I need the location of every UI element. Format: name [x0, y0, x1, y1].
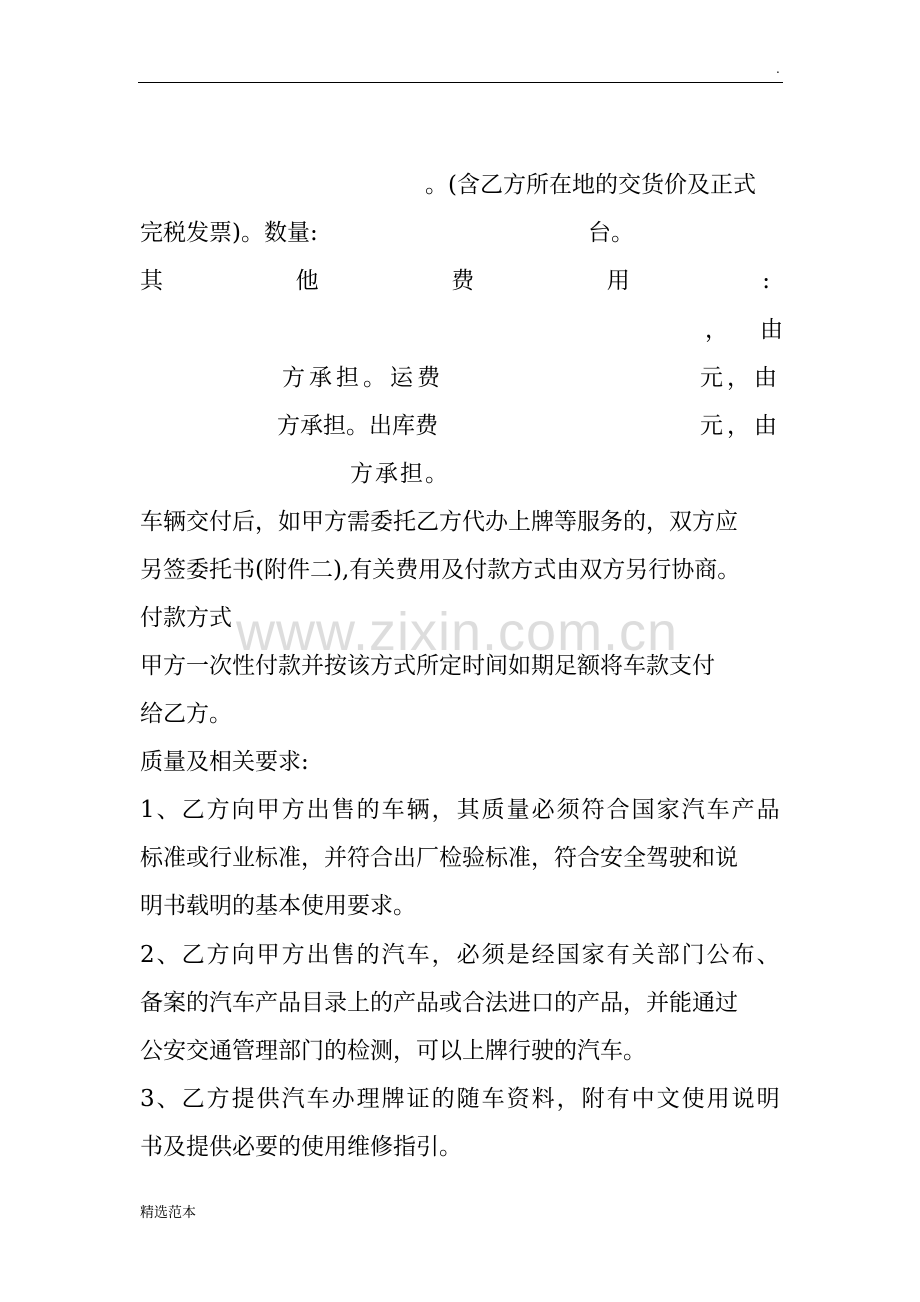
other-fees-line	[140, 266, 770, 296]
quality-item-3-line-2: 书及提供必要的使用维修指引。	[140, 1134, 462, 1160]
quality-item-1-line-1: 1、乙方向甲方出售的车辆，其质量必须符合国家汽车产品	[140, 797, 782, 823]
fee-comma: ，	[705, 317, 728, 343]
quantity-unit: 台。	[588, 220, 634, 246]
other-fees-char-1: 其	[140, 268, 163, 294]
header-rule	[138, 82, 783, 83]
price-clause-line: 。(含乙方所在地的交货价及正式	[425, 172, 756, 198]
footer-label: 精选范本	[140, 1205, 196, 1221]
quality-item-2-line-3: 公安交通管理部门的检测，可以上牌行驶的汽车。	[140, 1038, 646, 1064]
freight-amount-suffix: 元，由	[700, 365, 781, 391]
fee-by: 由	[760, 317, 783, 343]
delivery-paragraph-line-2: 另签委托书(附件二),有关费用及付款方式由双方另行协商。	[140, 557, 741, 583]
quality-heading: 质量及相关要求:	[140, 749, 309, 775]
other-fees-colon: :	[762, 268, 770, 294]
other-fees-char-4: 用	[606, 268, 630, 294]
other-fees-char-3: 费	[451, 268, 475, 294]
payment-method-heading: 付款方式	[140, 605, 232, 631]
warehouse-fee-suffix: 元，由	[700, 413, 781, 439]
quality-item-1-line-3: 明书载明的基本使用要求。	[140, 893, 416, 919]
bearing-party-line: 方承担。	[350, 461, 450, 487]
payment-paragraph-line-2: 给乙方。	[140, 701, 232, 727]
freight-line: 方承担。运费	[282, 365, 444, 391]
quality-item-2-line-1: 2、乙方向甲方出售的汽车，必须是经国家有关部门公布、	[140, 942, 782, 968]
quality-item-1-line-2: 标准或行业标准，并符合出厂检验标准，符合安全驾驶和说	[140, 845, 738, 871]
header-mark: .	[776, 62, 780, 76]
other-fees-char-2: 他	[295, 268, 319, 294]
quantity-label-line: 完税发票)。数量:	[140, 220, 318, 246]
watermark: www.zixin.com.cn	[236, 602, 679, 662]
delivery-paragraph-line-1: 车辆交付后，如甲方需委托乙方代办上牌等服务的，双方应	[140, 509, 738, 535]
payment-paragraph-line-1: 甲方一次性付款并按该方式所定时间如期足额将车款支付	[140, 653, 715, 679]
warehouse-fee-line: 方承担。出库费	[277, 413, 438, 439]
quality-item-3-line-1: 3、乙方提供汽车办理牌证的随车资料，附有中文使用说明	[140, 1086, 782, 1112]
quality-item-2-line-2: 备案的汽车产品目录上的产品或合法进口的产品，并能通过	[140, 990, 738, 1016]
